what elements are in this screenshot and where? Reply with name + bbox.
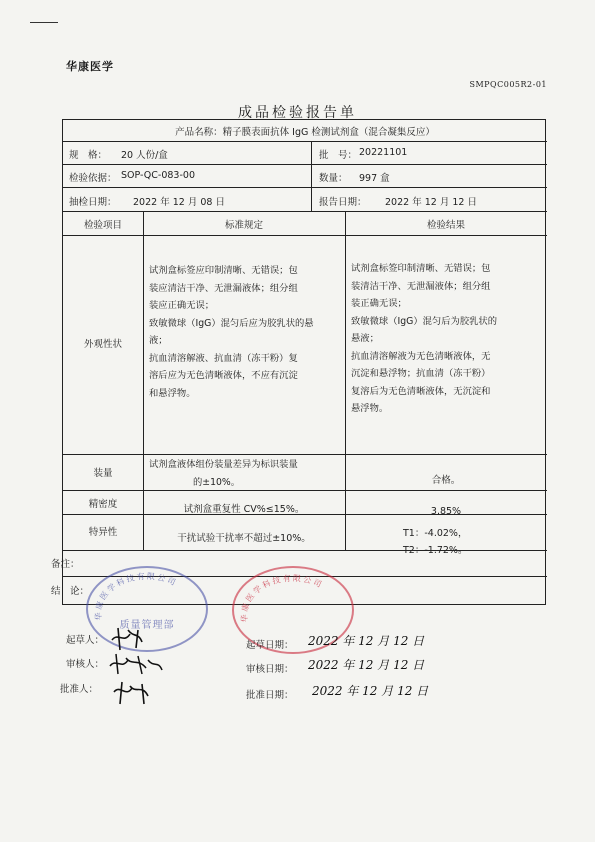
review-date-value: 2022 年 12 月 12 日 <box>308 658 425 672</box>
item-appearance: 外观性状 <box>83 339 122 350</box>
row-rule <box>63 235 547 236</box>
approver-label: 批准人： <box>60 684 99 695</box>
signature-drafter <box>112 628 142 650</box>
text-line: 装清洁干净、无泄漏液体；组分组 <box>351 280 491 292</box>
row-rule <box>63 164 547 165</box>
signature-approver <box>114 682 148 704</box>
row-rule <box>63 550 547 551</box>
result-volume: 合格。 <box>431 475 461 486</box>
text-line: 装应清洁干净、无泄漏液体；组分组 <box>149 282 298 294</box>
header-result: 检验结果 <box>426 220 465 231</box>
basis-value: SOP-QC-083-00 <box>121 170 195 181</box>
product-name: 产品名称：精子膜表面抗体 IgG 检测试剂盒（混合凝集反应） <box>175 127 435 138</box>
spec-value: 20 人份/盒 <box>121 150 168 161</box>
batch-value: 20221101 <box>359 147 408 158</box>
signature-reviewer <box>110 654 162 674</box>
text-line: 试剂盒标签印制清晰、无错误；包 <box>351 263 491 274</box>
conclusion-label: 结 论： <box>51 586 90 597</box>
draft-date-value: 2022 年 12 月 12 日 <box>308 634 425 648</box>
text-line: 复溶后为无色清晰液体，无沉淀和 <box>351 385 491 397</box>
text-line: 的±10%。 <box>193 476 241 488</box>
col-rule <box>345 211 346 550</box>
page-title: 成品检验报告单 <box>238 105 357 121</box>
text-line: 溶后应为无色清晰液体，不应有沉淀 <box>149 370 298 381</box>
header-item: 检验项目 <box>83 220 122 231</box>
spec-label: 规 格： <box>69 150 108 161</box>
standard-precision: 试剂盒重复性 CV%≤15%。 <box>183 504 305 515</box>
result-specificity-t2: T2：-1.72%。 <box>403 545 468 556</box>
text-line: 悬浮物。 <box>351 403 389 414</box>
text-line: 试剂盒标签应印制清晰、无错误；包 <box>149 265 298 276</box>
drafter-label: 起草人： <box>66 635 105 646</box>
text-line: 液； <box>149 335 168 346</box>
review-date-label: 审核日期： <box>246 664 294 675</box>
text-line: 和悬浮物。 <box>149 387 196 399</box>
row-rule <box>63 141 547 142</box>
sample-date-label: 抽检日期： <box>69 197 117 208</box>
standard-volume <box>149 456 343 491</box>
stamp1-center-text: 质量管理部 <box>119 620 175 631</box>
text-line: 装应正确无误； <box>149 300 215 311</box>
svg-text:华康医学科技有限公司 <box>93 571 179 621</box>
text-line: 致敏微球（IgG）混匀后为胶乳状的 <box>351 315 498 327</box>
item-precision: 精密度 <box>88 499 118 510</box>
stamp1-ring-text: 华康医学科技有限公司 <box>93 571 179 621</box>
report-date-label: 报告日期： <box>319 197 367 208</box>
header-standard: 标准规定 <box>224 220 263 231</box>
report-table <box>51 119 546 605</box>
row-rule <box>63 454 547 455</box>
basis-label: 检验依据： <box>69 173 117 184</box>
col-rule <box>311 141 312 211</box>
top-rule <box>30 22 58 23</box>
remark-label: 备注： <box>51 559 80 570</box>
company-name: 华康医学 <box>66 60 114 73</box>
report-date-value: 2022 年 12 月 12 日 <box>385 197 477 208</box>
item-specificity: 特异性 <box>88 527 118 538</box>
approve-date-label: 批准日期： <box>246 690 294 701</box>
result-specificity-t1: T1：-4.02%， <box>403 528 468 539</box>
text-line: 悬液； <box>351 333 379 344</box>
row-rule <box>63 187 547 188</box>
row-rule <box>63 211 547 212</box>
quantity-value: 997 盒 <box>359 173 390 184</box>
draft-date-label: 起草日期： <box>246 640 294 651</box>
col-rule <box>143 211 144 550</box>
text-line: 抗血清溶解液为无色清晰液体，无 <box>351 350 491 362</box>
standard-appearance <box>149 262 343 402</box>
text-line: 沉淀和悬浮物；抗血清（冻干粉） <box>351 368 491 379</box>
sample-date-value: 2022 年 12 月 08 日 <box>133 197 225 208</box>
item-volume: 装量 <box>93 468 113 479</box>
result-appearance <box>351 260 545 418</box>
standard-specificity: 干扰试验干扰率不超过±10%。 <box>177 533 311 544</box>
text-line: 抗血清溶解液、抗血清（冻干粉）复 <box>149 352 298 364</box>
result-precision: 3.85% <box>430 506 462 517</box>
svg-text:华康医学科技有限公司 <box>239 573 325 623</box>
handwritten-signatures <box>108 622 168 712</box>
approve-date-value: 2022 年 12 月 12 日 <box>312 684 429 698</box>
batch-label: 批 号： <box>319 150 358 161</box>
document-number: SMPQC005R2-01 <box>469 80 547 89</box>
reviewer-label: 审核人： <box>66 659 105 670</box>
quantity-label: 数量： <box>319 173 348 184</box>
text-line: 装正确无误； <box>351 298 407 309</box>
text-line: 致敏微球（IgG）混匀后应为胶乳状的悬 <box>149 317 314 329</box>
stamp2-ring-text: 华康医学科技有限公司 <box>239 573 325 623</box>
text-line: 试剂盒液体组份装量差异为标识装量 <box>149 459 298 470</box>
